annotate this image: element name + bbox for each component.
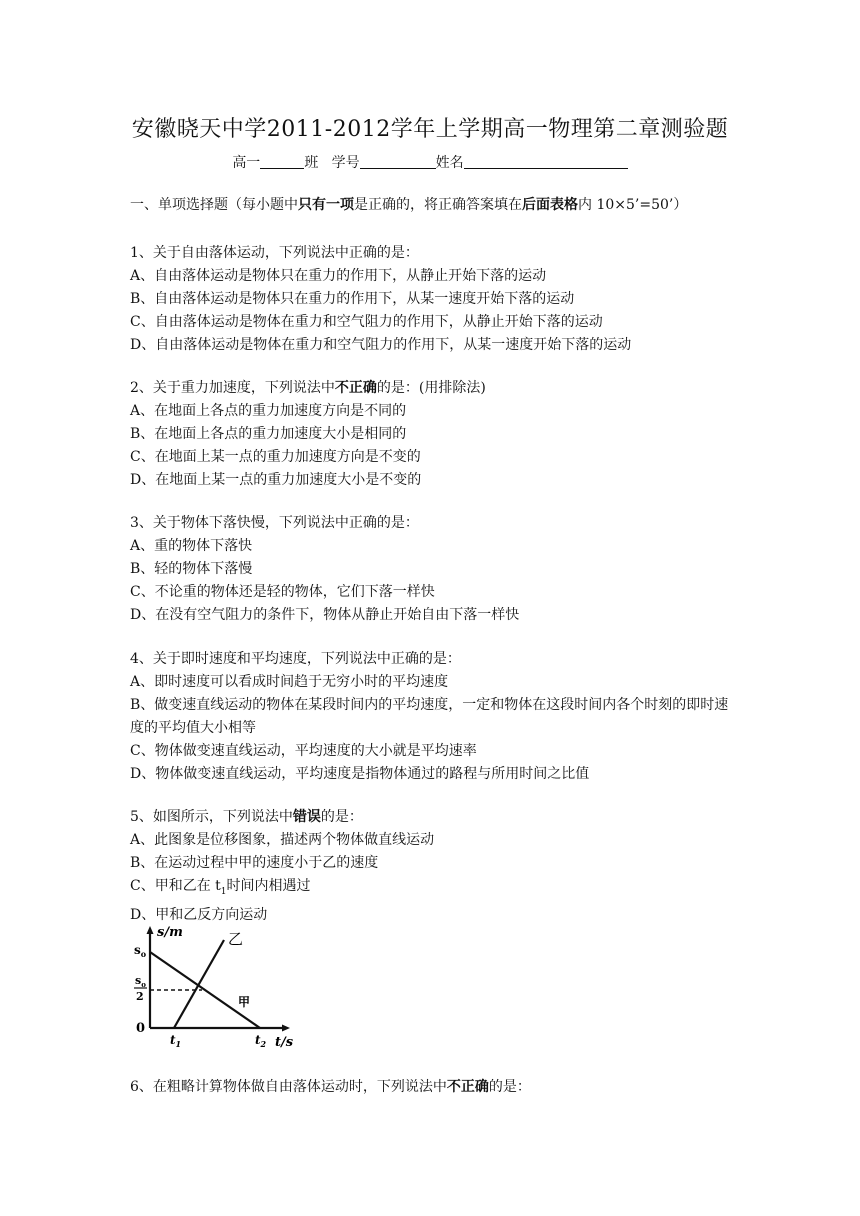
question-stem: 3、关于物体下落快慢，下列说法中正确的是： — [130, 515, 419, 531]
name-blank[interactable] — [464, 154, 628, 169]
student-no-blank[interactable] — [360, 154, 436, 169]
option-a: A、重的物体下落快 — [130, 538, 253, 554]
option-c-subscript: 1 — [220, 886, 227, 897]
question-5 — [130, 806, 740, 927]
x-axis-label: t/s — [275, 1035, 294, 1048]
name-label: 姓名 — [435, 155, 464, 171]
section-text-3: 内 10×5’=50’） — [578, 197, 688, 213]
option-b: B、在地面上各点的重力加速度大小是相同的 — [130, 426, 407, 442]
stem-text: 6、在粗略计算物体做自由落体运动时，下列说法中 — [130, 1079, 447, 1095]
section-bold-1: 只有一项 — [298, 197, 354, 213]
option-c-text: C、甲和乙在 t — [130, 878, 221, 894]
section-heading — [130, 194, 750, 214]
option-c: C、物体做变速直线运动，平均速度的大小就是平均速率 — [130, 743, 477, 759]
option-b: B、轻的物体下落慢 — [130, 561, 253, 577]
stem-text-end: 的是： — [320, 809, 363, 825]
displacement-time-graph — [130, 924, 310, 1048]
option-b: B、自由落体运动是物体只在重力的作用下，从某一速度开始下落的运动 — [130, 291, 575, 307]
question-4 — [130, 648, 740, 786]
t2-label: $t_2$ — [255, 1033, 267, 1048]
option-a: A、在地面上各点的重力加速度方向是不同的 — [130, 403, 407, 419]
stem-text-end: 的是： — [488, 1079, 531, 1095]
question-6 — [130, 1076, 740, 1099]
student-info-line — [0, 152, 860, 172]
option-d: D、自由落体运动是物体在重力和空气阻力的作用下，从某一速度开始下落的运动 — [130, 337, 632, 353]
option-a: A、即时速度可以看成时间趋于无穷小时的平均速度 — [130, 674, 449, 690]
option-b: B、在运动过程中甲的速度小于乙的速度 — [130, 855, 379, 871]
option-b: B、做变速直线运动的物体在某段时间内的平均速度，一定和物体在这段时间内各个时刻的即时速度的平均值大小相等 — [130, 697, 729, 736]
s0-label: $s_o$ — [134, 943, 147, 959]
option-c: C、自由落体运动是物体在重力和空气阻力的作用下，从静止开始下落的运动 — [130, 314, 603, 330]
question-stem — [130, 806, 740, 829]
half-s0-numerator: $s_o$ — [135, 974, 146, 989]
y-axis-arrow — [147, 926, 154, 934]
stem-text: 5、如图所示，下列说法中 — [130, 809, 293, 825]
stem-text: 2、关于重力加速度，下列说法中 — [130, 380, 335, 396]
question-stem — [130, 1076, 740, 1099]
option-c — [130, 875, 740, 904]
option-a: A、自由落体运动是物体只在重力的作用下，从静止开始下落的运动 — [130, 268, 547, 284]
question-stem — [130, 377, 740, 400]
line-yi-label: 乙 — [228, 930, 244, 948]
option-c: C、不论重的物体还是轻的物体，它们下落一样快 — [130, 584, 435, 600]
y-axis-label: s/m — [157, 925, 183, 940]
question-stem: 1、关于自由落体运动，下列说法中正确的是： — [130, 245, 419, 261]
option-d: D、在地面上某一点的重力加速度大小是不变的 — [130, 472, 422, 488]
student-no-label: 学号 — [331, 155, 360, 171]
option-d: D、物体做变速直线运动，平均速度是指物体通过的路程与所用时间之比值 — [130, 766, 590, 782]
question-2 — [130, 377, 740, 492]
line-yi — [174, 940, 224, 1028]
grade-label: 高一 — [232, 155, 261, 171]
t1-label: $t_1$ — [170, 1033, 182, 1048]
class-label: 班 — [304, 155, 319, 171]
stem-bold: 不正确 — [446, 1079, 489, 1095]
stem-bold: 错误 — [292, 809, 321, 825]
question-1 — [130, 242, 740, 357]
origin-label: 0 — [136, 1021, 146, 1036]
section-bold-2: 后面表格 — [522, 197, 578, 213]
class-blank[interactable] — [260, 154, 304, 169]
stem-bold: 不正确 — [334, 380, 377, 396]
section-text-1: 一、单项选择题（每小题中 — [130, 197, 298, 213]
option-c-text-end: 时间内相遇过 — [226, 878, 311, 894]
option-d: D、在没有空气阻力的条件下，物体从静止开始自由下落一样快 — [130, 607, 520, 623]
x-axis-arrow — [282, 1025, 290, 1032]
question-3 — [130, 512, 740, 627]
option-d: D、甲和乙反方向运动 — [130, 906, 268, 923]
option-a: A、此图象是位移图象，描述两个物体做直线运动 — [130, 832, 435, 848]
stem-text-end: 的是：(用排除法) — [376, 380, 486, 396]
line-jia-label: 甲 — [238, 995, 251, 1009]
section-text-2: 是正确的，将正确答案填在 — [354, 197, 522, 213]
half-s0-denominator: 2 — [136, 990, 144, 1003]
document-title: 安徽晓天中学2011-2012学年上学期高一物理第二章测验题 — [131, 117, 729, 142]
question-stem: 4、关于即时速度和平均速度，下列说法中正确的是： — [130, 651, 461, 667]
option-c: C、在地面上某一点的重力加速度方向是不变的 — [130, 449, 421, 465]
